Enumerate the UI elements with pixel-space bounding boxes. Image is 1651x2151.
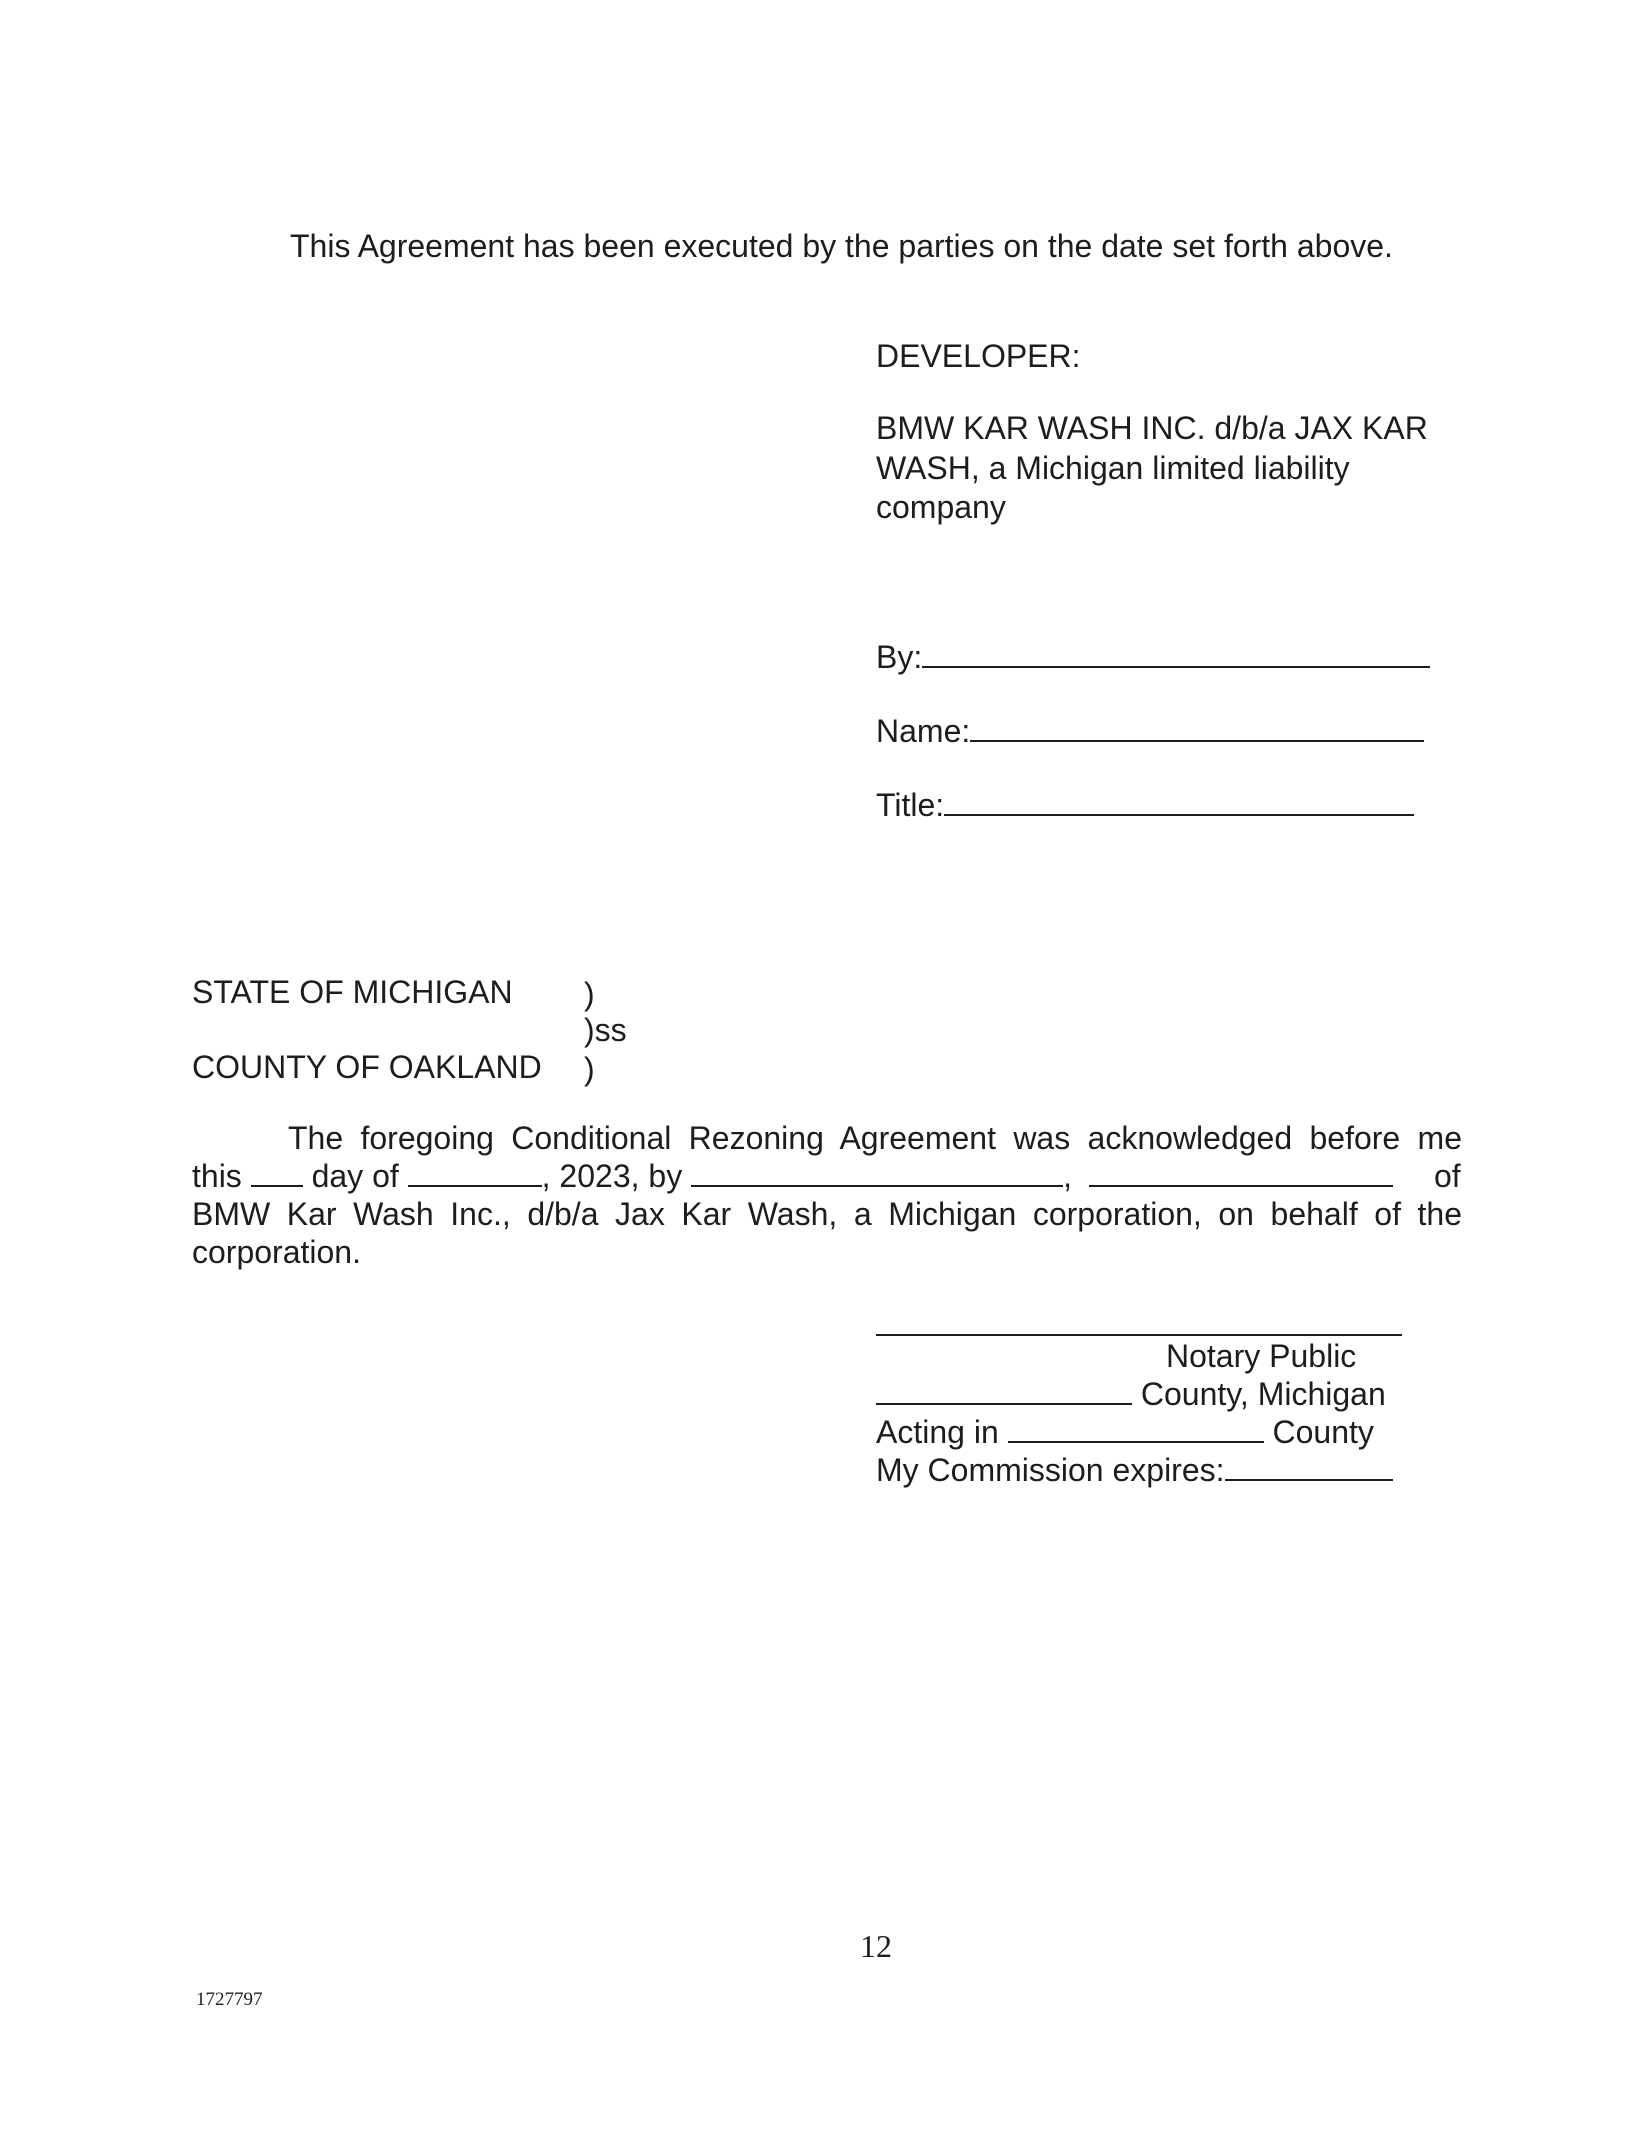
developer-company-line-1: BMW KAR WASH INC. d/b/a JAX KAR <box>876 410 1428 446</box>
developer-company-line-3: company <box>876 489 1006 525</box>
ack-text-1: The foregoing Conditional Rezoning Agreement was acknowledged before me <box>288 1120 1462 1156</box>
venue-ss: )ss <box>584 1012 627 1048</box>
developer-heading: DEVELOPER: <box>876 338 1081 374</box>
acting-in-field[interactable] <box>876 1412 1374 1452</box>
developer-company-line-2: WASH, a Michigan limited liability <box>876 450 1350 486</box>
intro-statement: This Agreement has been executed by the parties on the date set forth above. <box>290 228 1393 264</box>
signer-name-blank-line[interactable] <box>691 1184 1063 1187</box>
ack-comma: , <box>1063 1158 1072 1194</box>
name-field[interactable] <box>876 711 1424 751</box>
title-blank-line[interactable] <box>944 813 1414 816</box>
document-id: 1727797 <box>196 1989 263 2010</box>
state-label: STATE OF MICHIGAN <box>192 974 513 1010</box>
notary-county-field[interactable] <box>876 1374 1386 1414</box>
commission-blank-line[interactable] <box>1225 1478 1393 1481</box>
venue-paren-2: ) <box>584 1051 595 1087</box>
commission-label: My Commission expires: <box>876 1452 1225 1488</box>
page-number: 12 <box>860 1928 892 1964</box>
commission-field[interactable] <box>876 1450 1393 1490</box>
acting-in-label: Acting in <box>876 1414 999 1450</box>
venue-paren-1: ) <box>584 976 595 1012</box>
title-label: Title: <box>876 787 945 823</box>
ack-this: this <box>192 1158 242 1194</box>
day-blank-line[interactable] <box>251 1184 303 1187</box>
ack-of: of <box>1434 1158 1461 1194</box>
notary-public-label: Notary Public <box>1166 1338 1357 1374</box>
acting-in-blank-line[interactable] <box>1008 1440 1264 1443</box>
county-label: COUNTY OF OAKLAND <box>192 1049 542 1085</box>
signer-title-blank-line[interactable] <box>1089 1184 1393 1187</box>
ack-day-of: day of <box>311 1158 399 1194</box>
notary-county-michigan: County, Michigan <box>1140 1376 1386 1412</box>
by-blank-line[interactable] <box>922 665 1430 668</box>
ack-line-2 <box>192 1156 1393 1196</box>
by-signature-field[interactable] <box>876 637 1430 677</box>
ack-line-1 <box>192 1118 1462 1158</box>
acting-in-county: County <box>1272 1414 1374 1450</box>
ack-line-4: corporation. <box>192 1234 361 1270</box>
name-blank-line[interactable] <box>970 739 1424 742</box>
name-label: Name: <box>876 713 971 749</box>
month-blank-line[interactable] <box>408 1184 542 1187</box>
notary-county-blank-line[interactable] <box>876 1402 1132 1405</box>
ack-line-3: BMW Kar Wash Inc., d/b/a Jax Kar Wash, a Michigan corporation, on behalf of the <box>192 1196 1462 1232</box>
by-label: By: <box>876 639 923 675</box>
ack-year-by: , 2023, by <box>541 1158 683 1194</box>
title-field[interactable] <box>876 785 1414 825</box>
